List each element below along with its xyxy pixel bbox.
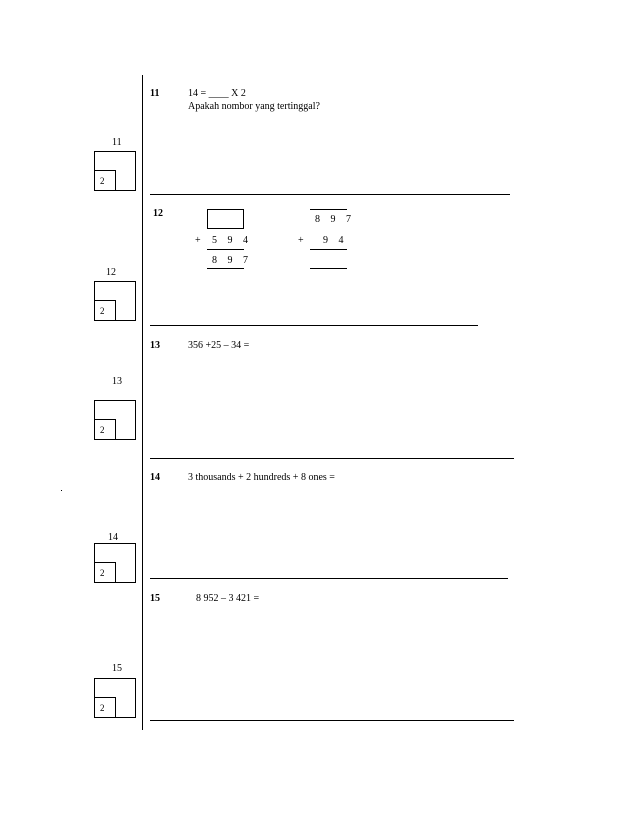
marks-label-15: 15	[112, 663, 122, 674]
answer-divider-13	[150, 458, 514, 459]
marks-label-11: 11	[112, 137, 122, 148]
question-12-number: 12	[153, 208, 163, 219]
marks-box-13	[94, 400, 136, 440]
marks-box-11	[94, 151, 136, 191]
right-sum-operator: +	[298, 235, 304, 246]
marks-inner-box-14	[94, 562, 116, 583]
marks-value-12: 2	[100, 306, 105, 316]
left-sum-line-top	[207, 249, 244, 250]
answer-divider-15	[150, 720, 514, 721]
marks-value-11: 2	[100, 176, 105, 186]
marks-inner-box-12	[94, 300, 116, 321]
marks-box-12	[94, 281, 136, 321]
question-15-text: 8 952 – 3 421 =	[196, 593, 260, 604]
question-11-equation: 14 = ____ X 2	[188, 88, 246, 99]
answer-divider-11	[150, 194, 510, 195]
marks-value-13: 2	[100, 425, 105, 435]
marks-inner-box-13	[94, 419, 116, 440]
question-11-prompt: Apakah nombor yang tertinggal?	[188, 101, 320, 112]
left-sum-line-bottom	[207, 268, 244, 269]
left-sum-addend: 5 9 4	[212, 235, 252, 246]
stray-mark	[61, 490, 62, 491]
marks-label-12: 12	[106, 267, 116, 278]
marks-label-14: 14	[108, 532, 118, 543]
margin-divider	[142, 75, 143, 730]
marks-inner-box-11	[94, 170, 116, 191]
question-13-text: 356 +25 – 34 =	[188, 340, 250, 351]
right-sum-addend: 9 4	[323, 235, 348, 246]
marks-label-13: 13	[112, 376, 122, 387]
marks-value-14: 2	[100, 568, 105, 578]
marks-box-15	[94, 678, 136, 718]
answer-divider-14	[150, 578, 508, 579]
left-sum-result: 8 9 7	[212, 255, 252, 266]
answer-divider-12	[150, 325, 478, 326]
marks-inner-box-15	[94, 697, 116, 718]
marks-box-14	[94, 543, 136, 583]
right-sum-answer-line[interactable]	[310, 268, 347, 269]
marks-value-15: 2	[100, 703, 105, 713]
question-14-number: 14	[150, 472, 160, 483]
question-11-number: 11	[150, 88, 160, 99]
question-14-text: 3 thousands + 2 hundreds + 8 ones =	[188, 472, 335, 483]
question-13-number: 13	[150, 340, 160, 351]
right-sum-line-top	[310, 209, 347, 210]
answer-blank-box[interactable]	[207, 209, 244, 229]
right-sum-top: 8 9 7	[315, 214, 355, 225]
left-sum-operator: +	[195, 235, 201, 246]
right-sum-line-middle	[310, 249, 347, 250]
question-15-number: 15	[150, 593, 160, 604]
